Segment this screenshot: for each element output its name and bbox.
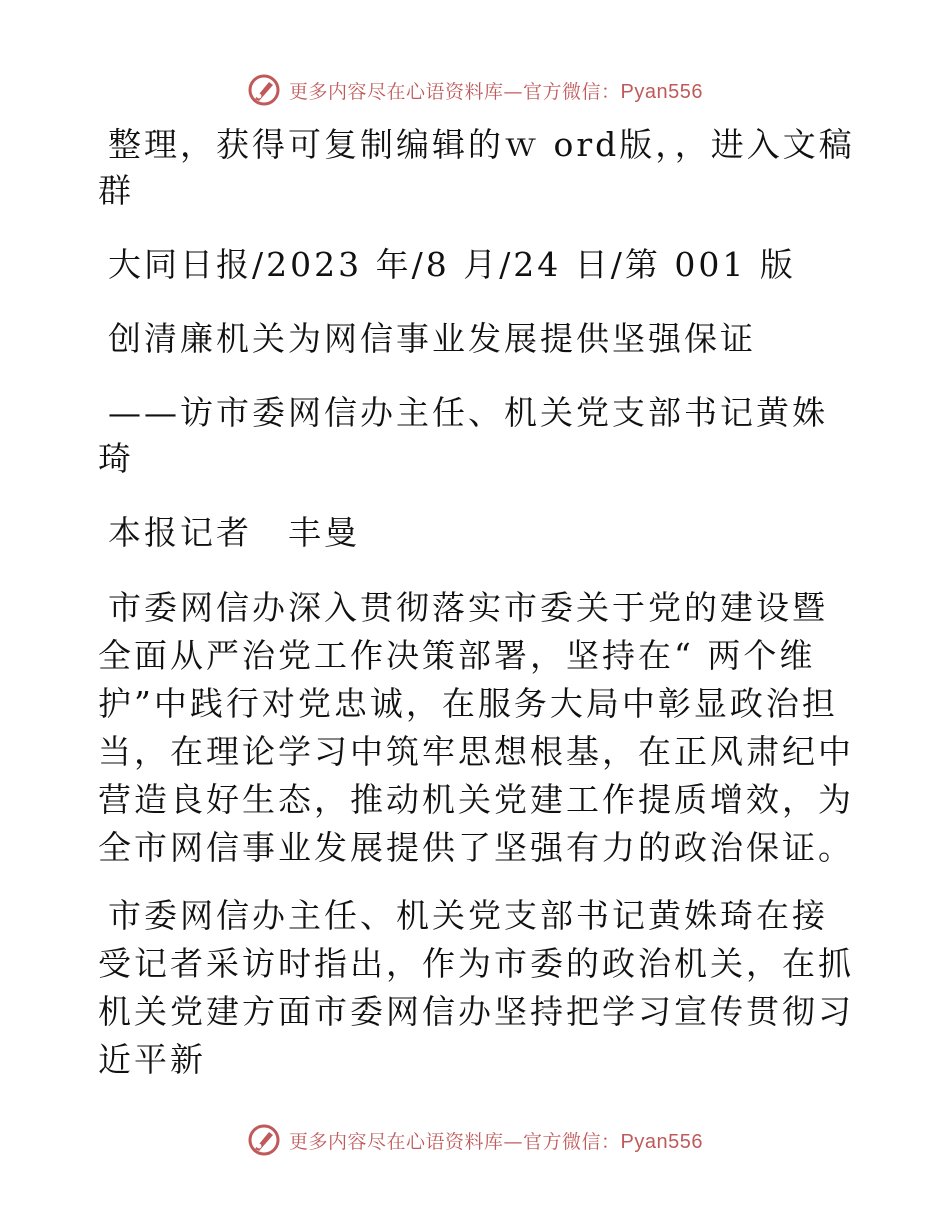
watermark-text: 更多内容尽在心语资料库—官方微信：Pyan556 bbox=[289, 1130, 703, 1153]
headline: 创清廉机关为网信事业发展提供坚强保证 bbox=[108, 319, 756, 358]
intro-line: 整理，获得可复制编辑的ｗ ord版，，进入文稿群 bbox=[98, 125, 855, 210]
watermark-wechat-id: Pyan556 bbox=[620, 1130, 703, 1153]
document-body bbox=[98, 122, 858, 1104]
watermark-text: 更多内容尽在心语资料库—官方微信：Pyan556 bbox=[289, 80, 703, 103]
header-watermark bbox=[0, 70, 950, 110]
footer-watermark bbox=[0, 1120, 950, 1160]
pen-logo-icon bbox=[247, 73, 281, 107]
pen-logo-icon bbox=[247, 1123, 281, 1157]
body-paragraph-1: 市委网信办深入贯彻落实市委关于党的建设暨全面从严治党工作决策部署，坚持在“ 两个维护”中践行对党忠诚，在服务大局中彰显政治担当，在理论学习中筑牢思想根基，在正风肃纪中营造良好生态，推动机关党建工作提质增效，为全市网信事业发展提供了坚强有力的政治保证。 bbox=[98, 588, 854, 867]
byline: 本报记者 丰曼 bbox=[108, 513, 360, 552]
subheadline: ——访市委网信办主任、机关党支部书记黄姝琦 bbox=[98, 393, 828, 478]
watermark-wechat-id: Pyan556 bbox=[620, 80, 703, 103]
body-paragraph-2: 市委网信办主任、机关党支部书记黄姝琦在接受记者采访时指出，作为市委的政治机关，在抓机关党建方面市委网信办坚持把学习宣传贯彻习近平新 bbox=[98, 896, 854, 1079]
source-line: 大同日报/2023 年/8 月/24 日/第 001 版 bbox=[108, 245, 796, 284]
